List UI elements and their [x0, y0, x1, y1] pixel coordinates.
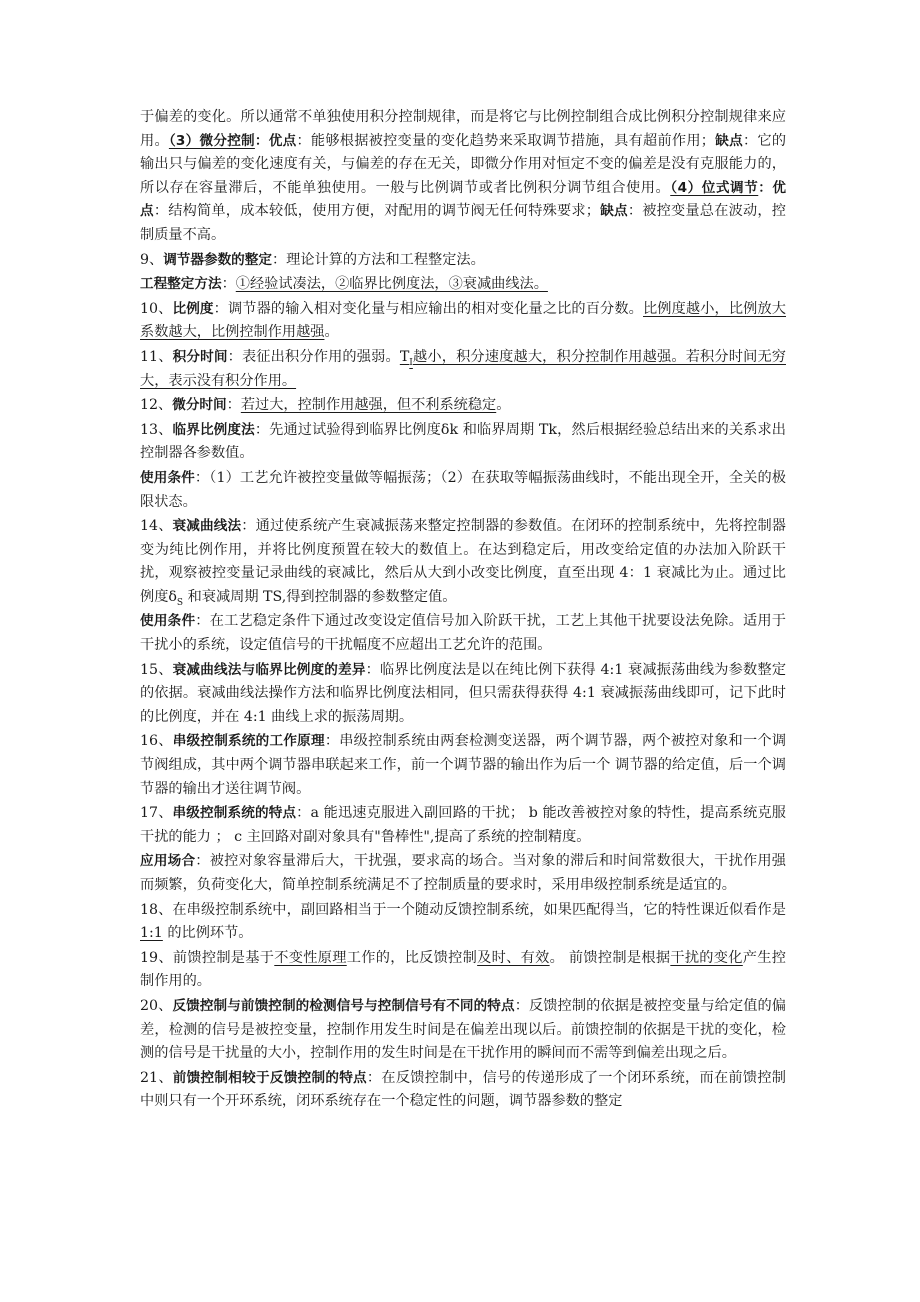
underlined-text: 不变性原理	[274, 949, 347, 966]
bold-term: 调节器参数的整定	[163, 251, 272, 268]
underlined-text: 若过大，控制作用越强，但不利系统稳定	[240, 397, 497, 414]
body-text: S	[176, 597, 184, 608]
body-text: 14、	[140, 518, 173, 535]
bold-term: ：	[254, 132, 269, 149]
bold-term: 使用条件	[140, 469, 195, 486]
paragraph-17	[140, 802, 786, 849]
paragraph-10	[140, 298, 786, 345]
body-text: 产生控制作用的。	[140, 949, 786, 990]
paragraph-12	[140, 394, 786, 418]
body-text: 9、	[140, 251, 164, 268]
underlined-text: I	[409, 357, 413, 368]
body-text: 17、	[140, 805, 173, 822]
body-text: 15、	[140, 661, 173, 678]
underlined-text: 1:1	[140, 925, 163, 942]
paragraph-intro	[140, 106, 786, 248]
underlined-text: T	[399, 348, 410, 365]
bold-term: 缺点	[714, 132, 743, 149]
body-text: 20、	[140, 997, 173, 1014]
body-text: ：	[221, 276, 236, 293]
body-text: 和衰减周期 TS,得到控制器的参数整定值。	[183, 588, 457, 605]
body-text: ：理论计算的方法和工程整定法。	[271, 251, 485, 268]
body-text: 。	[324, 324, 339, 341]
bold-term: 应用场合	[140, 853, 196, 870]
bold-term: 积分时间	[172, 348, 228, 365]
paragraph-18	[140, 899, 786, 946]
underlined-text: 及时、有效	[477, 949, 550, 966]
body-text: ：通过使系统产生衰减振荡来整定控制器的参数值。在闭环的控制系统中，先将控制器变为纯比例作用，并将比例度预置在较大的数值上。在达到稳定后，用改变给定值的办法加入阶跃干扰，观察被控变量记录曲线的衰减比，然后从大到小改变比例度，直至出现 4：1 衰减比为止。通过比例度δ	[140, 518, 786, 605]
body-text: 11、	[140, 348, 173, 365]
paragraph-9b	[140, 273, 786, 297]
body-text: 10、	[140, 300, 173, 317]
bold-term: 前馈控制相较于反馈控制的特点	[172, 1069, 367, 1086]
underlined-text: 越小，积分速度越大，积分控制作用越强。若积分时间无穷大，表示没有积分作用。	[140, 348, 786, 389]
paragraph-19	[140, 947, 786, 994]
bold-term: （4）位式调节	[670, 179, 759, 196]
body-text: ：被控对象容量滞后大，干扰强，要求高的场合。当对象的滞后和时间常数很大，干扰作用强而频繁，负荷变化大，简单控制系统满足不了控制质量的要求时，采用串级控制系统是适宜的。	[140, 853, 786, 893]
body-text: ：结构简单，成本较低，使用方便，对配用的调节阀无任何特殊要求；	[153, 203, 600, 220]
paragraph-21	[140, 1067, 786, 1114]
bold-term: 比例度	[172, 300, 214, 317]
body-text: 18、在串级控制系统中，副回路相当于一个随动反馈控制系统，如果匹配得当，它的特性课近似看作是	[140, 901, 786, 918]
bold-term: 工程整定方法	[140, 276, 222, 293]
underlined-text: 比例度越小，比例放大系数越大，比例控制作用越强	[140, 300, 786, 341]
body-text: ：a 能迅速克服进入副回路的干扰； b 能改善被控对象的特性，提高系统克服干扰的能力 ； c 主回路对副对象具有"鲁棒性",提高了系统的控制精度。	[140, 805, 786, 845]
body-text: ：调节器的输入相对变化量与相应输出的相对变化量之比的百分数。	[213, 300, 643, 317]
underlined-text: 干扰的变化	[670, 949, 743, 966]
bold-term: 衰减曲线法	[172, 518, 242, 535]
paragraph-16	[140, 730, 786, 801]
bold-term: 使用条件	[140, 613, 196, 630]
bold-term: 串级控制系统的特点	[172, 805, 297, 822]
paragraph-15	[140, 659, 786, 730]
bold-term: 临界比例度法	[172, 421, 255, 438]
body-text: 21、	[140, 1069, 173, 1086]
bold-term: ：	[758, 179, 773, 196]
bold-term: 衰减曲线法与临界比例度的差异	[172, 661, 366, 678]
bold-term: 微分时间	[172, 397, 227, 414]
paragraph-13b	[140, 467, 786, 514]
body-text: ：它的输出只与偏差的变化速度有关，与偏差的存在无关，即微分作用对恒定不变的偏差是没有克服能力的，所以存在容量滞后，不能单独使用。一般与比例调节或者比例积分调节组合使用。	[140, 132, 787, 196]
document-page	[140, 106, 786, 1115]
body-text: 的比例环节。	[162, 925, 253, 942]
paragraph-9	[140, 249, 786, 273]
body-text: ：反馈控制的依据是被控变量与给定值的偏差，检测的信号是被控变量，控制作用发生时间是在偏差出现以后。前馈控制的依据是干扰的变化，检测的信号是干扰量的大小，控制作用的发生时间是在干扰作用的瞬间而不需等到偏差出现之后。	[140, 997, 786, 1062]
body-text: ：	[226, 397, 241, 414]
paragraph-17b	[140, 850, 786, 897]
paragraph-14	[140, 515, 786, 609]
body-text: ：临界比例度法是以在纯比例下获得 4:1 衰减振荡曲线为参数整定的依据。衰减曲线法操作方法和临界比例度法相同，但只需获得获得 4:1 衰减振荡曲线即可，记下此时的比例度，并在 4:1 曲线上求的振荡周期。	[140, 661, 787, 725]
body-text: ：被控变量总在波动，控制质量不高。	[140, 203, 786, 243]
paragraph-13	[140, 419, 786, 466]
body-text: ：（1）工艺允许被控变量做等幅振荡；（2）在获取等幅振荡曲线时，不能出现全开，全关的极限状态。	[140, 469, 786, 510]
paragraph-20	[140, 995, 786, 1066]
body-text: 13、	[140, 421, 173, 438]
body-text: 。 前馈控制是根据	[549, 949, 671, 966]
body-text: 工作的，比反馈控制	[346, 949, 478, 966]
body-text: ：先通过试验得到临界比例度δk 和临界周期 Tk，然后根据经验总结出来的关系求出控制器各参数值。	[140, 421, 786, 462]
bold-term: 优点	[268, 132, 297, 149]
body-text: 。	[496, 397, 511, 414]
body-text: ：能够根据被控变量的变化趋势来采取调节措施，具有超前作用；	[296, 132, 715, 149]
body-text: 16、	[140, 733, 173, 750]
bold-term: 串级控制系统的工作原理	[172, 733, 325, 750]
body-text: 12、	[140, 397, 173, 414]
body-text: 于偏差的变化。所以通常不单独使用积分控制规律，而是将它与比例控制组合成比例积分控制规律来应用。	[140, 109, 786, 149]
paragraph-11	[140, 346, 786, 393]
bold-term: （3）微分控制	[168, 132, 255, 149]
underlined-text: ①经验试凑法，②临界比例度法，③衰减曲线法。	[235, 276, 548, 293]
body-text: ：串级控制系统由两套检测变送器，两个调节器，两个被控对象和一个调节阀组成，其中两个调节器串联起来工作，前一个调节器的输出作为后一个 调节器的给定值，后一个调节器的输出才送往调节阀。	[140, 733, 787, 797]
body-text: 19、前馈控制是基于	[140, 949, 275, 966]
body-text: ：表征出积分作用的强弱。	[227, 348, 400, 365]
bold-term: 缺点	[599, 203, 628, 220]
paragraph-14b	[140, 610, 786, 657]
bold-term: 优点	[140, 179, 786, 220]
body-text: ：在工艺稳定条件下通过改变设定值信号加入阶跃干扰，工艺上其他干扰要设法免除。适用于干扰小的系统，设定值信号的干扰幅度不应超出工艺允许的范围。	[140, 613, 786, 654]
body-text: ：在反馈控制中，信号的传递形成了一个闭环系统，而在前馈控制中则只有一个开环系统，闭环系统存在一个稳定性的问题，调节器参数的整定	[140, 1069, 786, 1110]
bold-term: 反馈控制与前馈控制的检测信号与控制信号有不同的特点	[172, 997, 515, 1014]
